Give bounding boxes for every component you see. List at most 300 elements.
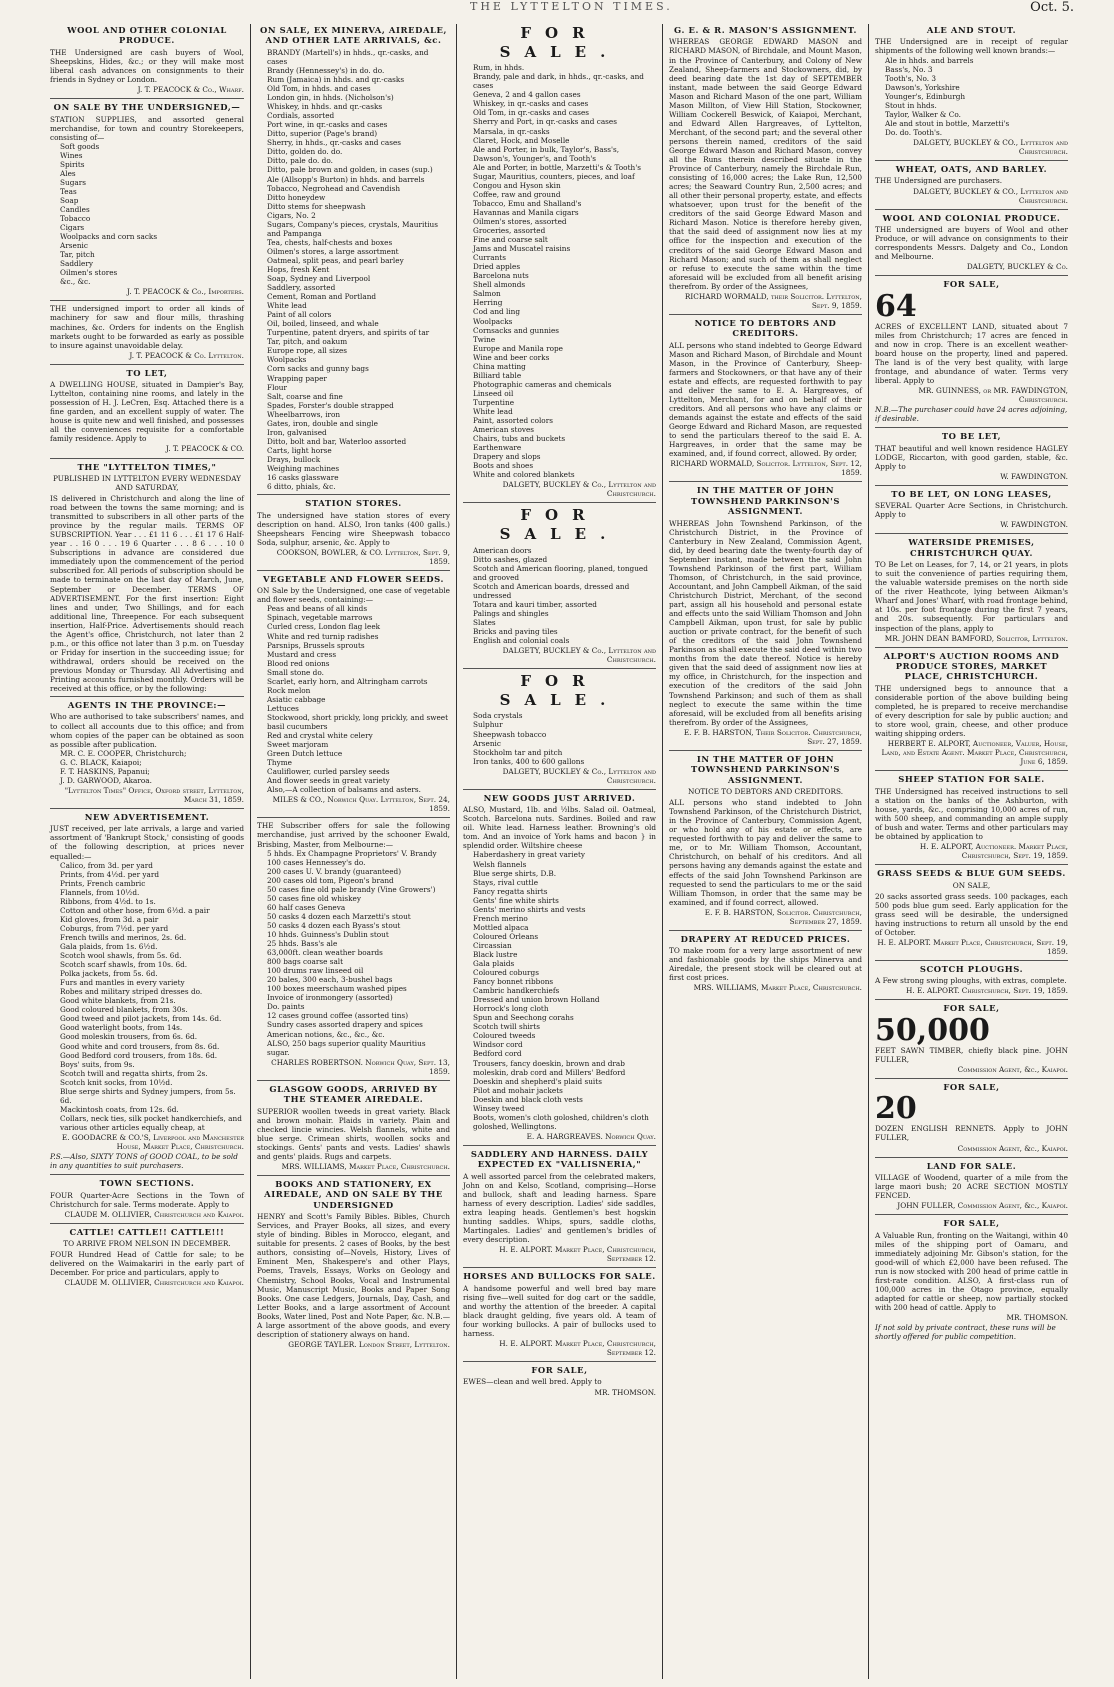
- ad-body: ALL persons who stand indebted to John Townshend Parkinson, of the Christchurch District, in the Province of Canterbury, Commission Agent, or who hold any of his estate or effects, are requested forthwith to pay and deliver the same to me, or to Mr. William Thomson, Accountant, Christchurch, on behalf of his creditors. And all persons having any demands against the estate and effects of the said John Townshend Parkinson are requested to send the particulars to me or the said William Thomson, in order that the same may be examined, and if found correct, allowed.: [669, 798, 862, 907]
- ad-signature: E. F. B. HARSTON, Solicitor. Christchurch, September 27, 1859.: [704, 907, 862, 926]
- ad-list-item: Dressed and union brown Holland: [473, 995, 600, 1005]
- ad-list-item: Scarlet, early horn, and Altringham carrots: [267, 676, 428, 686]
- ad-list-item: French merino: [473, 913, 528, 923]
- ad-signature: H. E. ALPORT, Auctioneer. Market Place, Christchurch, Sept. 19, 1859.: [919, 842, 1068, 861]
- ad-list-item: Cotton and other hose, from 6½d. a pair: [60, 905, 210, 915]
- ad-list-item: Europe rope, all sizes: [267, 346, 348, 356]
- ad-list-item: Ditto stems for sheepwash: [267, 201, 366, 211]
- ad-title: FOR SALE,: [943, 279, 1000, 290]
- advertisement: [875, 25, 1068, 161]
- ad-signature: RICHARD WORMALD, Solicitor. Lyttelton, Sept. 12, 1859.: [670, 459, 862, 478]
- ad-list-item: Woolpacks: [473, 316, 513, 326]
- ad-signature: H. E. ALPORT. Market Place, Christchurch, September 12.: [499, 1338, 656, 1358]
- ad-list-item: Havannas and Manila cigars: [473, 207, 579, 217]
- column-1: [44, 24, 250, 1679]
- ad-title: SHEEP STATION FOR SALE.: [898, 774, 1045, 785]
- ad-list-item: Fancy regatta shirts: [473, 886, 548, 896]
- ad-list-item: Scotch and American boards, dressed and undressed: [473, 581, 630, 600]
- advertisement: [669, 754, 862, 931]
- ad-list-item: Ribbons, from 4½d. to 1s.: [60, 896, 156, 906]
- ad-body: Who are authorised to take subscribers' names, and to collect all accounts due to this office; and from whom copies of the paper can be obtained as soon as possible after publication.: [50, 712, 244, 749]
- ad-list-item: Doeskin and shepherd's plaid suits: [473, 1076, 602, 1086]
- ad-subtitle: TO ARRIVE FROM NELSON IN DECEMBER.: [63, 1239, 231, 1249]
- ad-list-item: Salt, coarse and fine: [267, 391, 343, 401]
- ad-list-item: 16 casks glassware: [267, 473, 339, 483]
- ad-list-item: Soft goods: [60, 141, 100, 151]
- ad-list-item: Arsenic: [473, 738, 501, 748]
- ad-list-item: Bricks and paving tiles: [473, 627, 558, 637]
- ad-body: FEET SAWN TIMBER, chiefly black pine. JOHN FULLER,: [875, 1045, 1068, 1064]
- ad-title: GRASS SEEDS & BLUE GUM SEEDS.: [877, 868, 1066, 879]
- ad-list-item: Mustard and cress: [267, 649, 337, 659]
- advertisement: [50, 1227, 244, 1292]
- advertisement: [875, 431, 1068, 486]
- ad-footnote: If not sold by private contract, these runs will be shortly offered for public competition.: [875, 1323, 1056, 1342]
- ad-list-item: Black lustre: [473, 949, 518, 959]
- ad-list-item: Flour: [267, 382, 287, 392]
- ad-list-item: 100 drums raw linseed oil: [267, 966, 364, 976]
- ad-list-item: Stays, rival cuttle: [473, 877, 539, 887]
- ad-title: NEW ADVERTISEMENT.: [84, 811, 210, 822]
- ad-list-item: Candles: [60, 204, 90, 214]
- ad-list-item: Oil, boiled, linseed, and whale: [267, 319, 379, 329]
- advertisement: [463, 672, 656, 790]
- ad-list-item: Windsor cord: [473, 1040, 523, 1050]
- ad-list-item: Saddlery: [60, 259, 93, 269]
- ad-list-item: Twine: [473, 334, 496, 344]
- ad-title: FOR SALE,: [531, 1365, 588, 1376]
- ad-list-item: &c., &c.: [60, 277, 91, 287]
- ad-subtitle: PUBLISHED IN LYTTELTON EVERY WEDNESDAY AND SATURDAY,: [52, 473, 242, 492]
- ad-list-item: Cambric handkerchiefs: [473, 986, 560, 996]
- ad-subtitle: NOTICE TO DEBTORS AND CREDITORS.: [687, 787, 844, 797]
- advertisement: [875, 774, 1068, 865]
- ad-list-item: Tar, pitch: [60, 250, 95, 260]
- ad-list-item: Rum (Jamaica) in hhds. and qr.-casks: [267, 74, 405, 84]
- ad-title: VEGETABLE AND FLOWER SEEDS.: [262, 573, 445, 584]
- ad-list-item: Iron tanks, 400 to 600 gallons: [473, 756, 585, 766]
- ad-title: WATERSIDE PREMISES, CHRISTCHURCH QUAY.: [908, 537, 1035, 558]
- ad-list-item: Dried apples: [473, 262, 521, 272]
- ad-list-item: 10 hhds. Guinness's Dublin stout: [267, 930, 389, 939]
- ad-list-item: 200 cases U. V. brandy (guaranteed): [267, 866, 402, 876]
- ad-signature: "Lyttelton Times" Office, Oxford street, Lyttelton, March 31, 1859.: [64, 785, 244, 804]
- ad-signature: MR. THOMSON.: [594, 1387, 656, 1397]
- ad-list-item: Blood red onions: [267, 658, 330, 668]
- advertisement: [875, 279, 1068, 428]
- ad-list-item: Sherry, in hhds., qr.-casks and cases: [267, 138, 402, 148]
- ad-list-item: Polka jackets, from 5s. 6d.: [60, 969, 158, 979]
- ad-list-item: Good white and cord trousers, from 8s. 6d.: [60, 1041, 220, 1051]
- ad-title: FOR SALE,: [943, 1218, 1000, 1229]
- ad-list-item: Pilot and mohair jackets: [473, 1085, 563, 1095]
- ad-list-item: Collars, neck ties, silk pocket handkerchiefs, and various other articles equally cheap, at: [60, 1113, 242, 1132]
- advertisement: [669, 25, 862, 315]
- ad-body: ACRES of EXCELLENT LAND, situated about 7 miles from Christchurch; 17 acres are fenced in and now in crop. There is an excellent weather-board house on the property, lined and papered. The land is of the very best quality, with large frontage, and abundance of water. Terms very liberal. Apply to: [875, 321, 1068, 385]
- ad-signature: GEORGE TAYLER. London Street, Lyttelton.: [288, 1339, 450, 1349]
- ad-body: A Valuable Run, fronting on the Waitangi, within 40 miles of the shipping port of Oamaru, and immediately adjoining Mr. Gibson's station, for the good-will of which £2,000 have been refused. The run is now stocked with 200 head of prime cattle in first-rate condition. ALSO, A first-class run of 100,000 acres in the Otago province, equally adapted for cattle or sheep, now partially stocked with 200 head of cattle. Apply to: [875, 1230, 1068, 1312]
- ad-list-item: Ditto honeydew: [267, 192, 326, 202]
- ad-list-item: Port wine, in qr.-casks and cases: [267, 120, 388, 130]
- ad-signature: MRS. WILLIAMS, Market Place, Christchurch.: [693, 983, 862, 993]
- ad-list-item: Welsh flannels: [473, 859, 527, 869]
- ad-list-item: Wine and beer corks: [473, 352, 550, 362]
- ad-title: ALPORT'S AUCTION ROOMS AND PRODUCE STORES, MARKET PLACE, CHRISTCHURCH.: [883, 650, 1060, 682]
- ad-list-item: Stockwood, short prickly, long prickly, and sweet basil cucumbers: [267, 712, 449, 731]
- ad-list-item: Tobacco: [60, 214, 91, 224]
- ad-body: ALSO, Mustard, 1lb. and ½lbs. Salad oil. Oatmeal, Scotch. Barcelona nuts. Sardines. Boiled and raw oil. White lead. Harness leather. Browning's old tom. And an invoice of York hams and bacon } in splendid order. Wiltshire cheese: [463, 805, 656, 851]
- column-3: [456, 24, 662, 1679]
- ad-list-item: Tobacco, Emu and Shalland's: [473, 198, 582, 208]
- ad-list-item: Paint, assorted colors: [473, 416, 553, 426]
- ad-list-item: 5 hhds. Ex Champagne Proprietors' V. Brandy: [267, 848, 437, 858]
- ad-list-item: Rock melon: [267, 685, 311, 695]
- advertisement: [463, 24, 656, 503]
- ad-list-item: Taylor, Walker & Co.: [885, 109, 961, 119]
- ad-body: THE Undersigned are in receipt of regular shipments of the following well known brands:—: [875, 37, 1068, 56]
- ad-list-item: Cod and ling: [473, 307, 521, 317]
- ad-list-item: MR. C. E. COOPER, Christchurch;: [60, 748, 187, 758]
- ad-signature: DALGETY, BUCKLEY & Co., Lyttelton and Christchurch.: [502, 766, 656, 785]
- ad-large-number: 50,000: [875, 1012, 990, 1048]
- advertisement: [257, 498, 450, 571]
- ad-list-item: Cordials, assorted: [267, 111, 335, 121]
- ad-list-item: Ditto, pale do. do.: [267, 156, 333, 166]
- ad-signature: MR. GUINNESS, or MR. FAWDINGTON, Christchurch.: [918, 386, 1068, 405]
- ad-list-item: Cauliflower, curled parsley seeds: [267, 767, 390, 777]
- ad-body: A handsome powerful and well bred bay mare rising five—well suited for dog cart or the saddle, and worthy the attention of the breeder. A capital black draught gelding, five years old. A team of four working bullocks. A pair of bullocks used to harness.: [463, 1283, 656, 1338]
- ad-list-item: Blue serge shirts and Sydney jumpers, from 5s. 6d.: [60, 1086, 236, 1105]
- ad-list-item: 50 casks 4 dozen each Byass's stout: [267, 920, 401, 930]
- ad-headline: FOR SALE.: [499, 24, 620, 61]
- ad-list-item: Curled cress, London flag leek: [267, 622, 381, 632]
- ad-list-item: Oilmen's stores: [60, 268, 118, 278]
- ad-list-item: 50 casks 4 dozen each Marzetti's stout: [267, 911, 411, 921]
- advertisement: [50, 102, 244, 301]
- ad-list-item: Cigars: [60, 223, 85, 233]
- ad-list-item: Scotch twill and regatta shirts, from 2s.: [60, 1068, 208, 1078]
- ad-list-item: Mackintosh coats, from 12s. 6d.: [60, 1104, 179, 1114]
- ad-list-item: Europe and Manila rope: [473, 343, 563, 353]
- ad-title: NEW GOODS JUST ARRIVED.: [483, 792, 636, 803]
- ad-list-item: London gin, in hhds. (Nicholson's): [267, 93, 394, 103]
- ad-body: A well assorted parcel from the celebrated makers, John on and Kelso, Scotland, comprising—Horse and bullock, shaft and leading harness. Spare harness of every description. Ladies' side saddles, extra leaping heads. Gentlemen's best hogskin hunting saddles. Whips, spurs, saddle cloths, Martingales. Ladies' and gentlemen's bridles of every description.: [463, 1171, 656, 1245]
- advertisement: [50, 700, 244, 809]
- ad-list-item: Barcelona nuts: [473, 271, 529, 281]
- ad-list-item: Peas and beans of all kinds: [267, 604, 368, 614]
- ad-title: FOR SALE,: [943, 1081, 1000, 1092]
- ad-list-item: Corn sacks and gunny bags: [267, 364, 369, 374]
- ad-list-item: J. D. GARWOOD, Akaroa.: [60, 775, 152, 785]
- ad-signature: J. T. PEACOCK & CO.: [165, 444, 244, 454]
- ad-list-item: Spirits: [60, 159, 85, 169]
- ad-list-item: Totara and kauri timber, assorted: [473, 599, 597, 609]
- ad-item-list: [463, 63, 656, 479]
- ad-list-item: Stout in hhds.: [885, 100, 937, 110]
- ad-signature: Commission Agent, &c., Kaiapoi.: [957, 1143, 1068, 1153]
- ad-list-item: Ditto, pale brown and golden, in cases (sup.): [267, 165, 433, 175]
- ad-list-item: Gates, iron, double and single: [267, 418, 378, 428]
- ad-body: THE Undersigned are purchasers.: [875, 176, 1003, 186]
- ad-list-item: Gents' fine white shirts: [473, 895, 559, 905]
- ad-title: BOOKS AND STATIONERY, EX AIREDALE, AND ON SALE BY THE UNDERSIGNED: [264, 1178, 443, 1210]
- advertisement: [50, 462, 244, 698]
- ad-list-item: Soap: [60, 195, 79, 205]
- ad-body: TO Be Let on Leases, for 7, 14, or 21 years, in plots to suit the convenience of parties requiring them, the valuable waterside premises on the north side of the river Heathcote, lying between Aikman's Wharf and Jones' Wharf, with road frontage behind, at 10s. per foot frontage during the first 7 years, and 20s. subsequently. For particulars and inspection of the plans, apply to: [875, 560, 1068, 633]
- ad-list-item: Carts, light horse: [267, 445, 332, 455]
- ad-signature: J. T. PEACOCK & Co. Lyttelton.: [129, 350, 244, 360]
- ad-list-item: Good coloured blankets, from 30s.: [60, 1005, 188, 1015]
- ad-list-item: Sugars: [60, 177, 86, 187]
- advertisement: [875, 1218, 1068, 1345]
- ad-title: WHEAT, OATS, AND BARLEY.: [895, 164, 1048, 175]
- ad-list-item: Arsenic: [60, 241, 88, 251]
- ad-list-item: Scotch scarf shawls, from 10s. 6d.: [60, 960, 188, 970]
- ad-list-item: English and colonial coals: [473, 636, 570, 646]
- ad-signature: HERBERT E. ALPORT, Auctioneer, Valuer, House, Land, and Estate Agent. Market Place, Christchurch, June 6, 1859.: [881, 739, 1068, 767]
- advertisement: [257, 821, 450, 1080]
- advertisement: [257, 25, 450, 495]
- ad-list-item: Tobacco, Negrohead and Cavendish: [267, 183, 401, 193]
- ad-signature: E. A. HARGREAVES. Norwich Quay.: [526, 1131, 656, 1141]
- ad-list-item: Soap, Sydney and Liverpool: [267, 274, 371, 284]
- ad-list-item: Sugars, Company's pieces, crystals, Mauritius and Pampanga: [267, 219, 439, 238]
- ad-list-item: Brandy (Hennessey's) in do. do.: [267, 65, 385, 75]
- ad-body: A Few strong swing ploughs, with extras, complete.: [875, 976, 1067, 986]
- advertisement: [875, 1082, 1068, 1158]
- ad-signature: Commission Agent, &c., Kaiapoi.: [957, 1064, 1068, 1074]
- advertisement: [875, 164, 1068, 210]
- ad-title: NOTICE TO DEBTORS AND CREDITORS.: [694, 317, 837, 339]
- ad-body: THE Subscriber offers for sale the following merchandise, just arrived by the schooner Ewald, Brisbing, Master, from Melbourne:—: [257, 821, 450, 849]
- ad-list-item: Cement, Roman and Portland: [267, 292, 377, 302]
- ad-title: ON SALE BY THE UNDERSIGNED,—: [53, 102, 241, 113]
- ad-list-item: 25 hhds. Bass's ale: [267, 939, 338, 949]
- advertisement: [669, 934, 862, 997]
- ad-signature: JOHN FULLER, Commission Agent, &c., Kaiapoi.: [897, 1201, 1068, 1211]
- ad-list-item: Good waterlight boots, from 14s.: [60, 1023, 183, 1033]
- ad-list-item: Slates: [473, 618, 496, 627]
- ad-signature: RICHARD WORMALD, their Solicitor. Lyttelton, Sept. 9, 1859.: [684, 291, 862, 310]
- ad-title: STATION STORES.: [305, 498, 402, 509]
- ad-list-item: Small stone do.: [267, 667, 324, 677]
- ad-list-item: Cornsacks and gunnies: [473, 325, 560, 335]
- ad-list-item: White lead: [267, 301, 307, 311]
- ad-signature: CLAUDE M. OLLIVIER, Christchurch and Kaiapoi.: [64, 1278, 244, 1288]
- ad-list-item: Lettuces: [267, 703, 299, 713]
- ad-list-item: American doors: [473, 545, 532, 555]
- ad-item-list: [50, 142, 244, 287]
- ad-list-item: Coloured coburgs: [473, 968, 539, 978]
- advertisement: [669, 485, 862, 750]
- ad-list-item: Turpentine: [473, 397, 515, 407]
- ad-list-item: Old Tom, in qr.-casks and cases: [473, 108, 590, 118]
- ad-list-item: American notions, &c., &c., &c.: [267, 1029, 385, 1039]
- ad-signature: DALGETY, BUCKLEY & Co., Lyttelton and Christchurch.: [502, 480, 656, 499]
- ad-list-item: Oilmen's stores, a large assortment: [267, 246, 399, 256]
- ad-list-item: Soda crystals: [473, 711, 523, 721]
- advertisement: [257, 1084, 450, 1176]
- ad-item-list: [257, 849, 450, 1057]
- ad-list-item: Bass's, No. 3: [885, 64, 933, 74]
- ad-list-item: White and red turnip radishes: [267, 631, 379, 641]
- ad-list-item: Saddlery, assorted: [267, 283, 336, 293]
- ad-list-item: Winsey tweed: [473, 1103, 525, 1113]
- ad-list-item: Fine and coarse salt: [473, 235, 548, 245]
- ad-list-item: Good tweed and pilot jackets, from 14s. 6d.: [60, 1014, 222, 1024]
- advertisement: [875, 651, 1068, 772]
- ad-body: THE undersigned begs to announce that a considerable portion of the above building being completed, he is prepared to receive merchandise of every description for sale by public auction; and to store wool, grain, cheese, and other produce waiting shipping orders.: [875, 683, 1068, 739]
- ad-list-item: Spades, Forster's double strapped: [267, 400, 394, 410]
- newspaper-title: THE LYTTELTON TIMES.: [470, 0, 673, 13]
- ad-list-item: Sundry cases assorted drapery and spices: [267, 1020, 423, 1030]
- ad-footnote: N.B.—The purchaser could have 24 acres adjoining, if desirable.: [875, 405, 1068, 424]
- ad-title: IN THE MATTER OF JOHN TOWNSHEND PARKINSON'S ASSIGNMENT.: [691, 485, 840, 517]
- ad-list-item: Old Tom, in hhds. and cases: [267, 84, 371, 94]
- advertisement: [463, 1149, 656, 1268]
- ad-list-item: Sulphur: [473, 720, 503, 730]
- ad-subtitle: ON SALE,: [952, 880, 991, 890]
- ad-body: FOUR Quarter-Acre Sections in the Town of Christchurch for sale. Terms moderate. Apply to: [50, 1190, 244, 1209]
- ad-signature: DALGETY, BUCKLEY & Co., Lyttelton and Christchurch.: [502, 646, 656, 665]
- ad-title: TO BE LET,: [941, 431, 1002, 442]
- ad-signature: H. E. ALPORT. Christchurch, Sept. 19, 1859.: [905, 986, 1068, 996]
- ad-body: THAT beautiful and well known residence HAGLEY LODGE, Riccarton, with good garden, stable, &c. Apply to: [875, 443, 1068, 471]
- ad-list-item: Paint of all colors: [267, 310, 332, 320]
- ad-list-item: Green Dutch lettuce: [267, 749, 343, 759]
- ad-list-item: Geneva, 2 and 4 gallon cases: [473, 90, 581, 100]
- ad-signature: MR. THOMSON.: [1006, 1313, 1068, 1322]
- ad-list-item: Furs and mantles in every variety: [60, 978, 185, 988]
- ad-list-item: Wrapping paper: [267, 373, 327, 383]
- ad-signature: MILES & CO., Norwich Quay. Lyttelton, Sept. 24, 1859.: [272, 795, 450, 814]
- ad-list-item: Kid gloves, from 3d. a pair: [60, 914, 159, 924]
- ad-signature: W. FAWDINGTON.: [1000, 471, 1068, 481]
- ad-list-item: F. T. HASKINS, Papanui;: [60, 766, 150, 776]
- ad-list-item: Doeskin and black cloth vests: [473, 1094, 583, 1104]
- ad-title: HORSES AND BULLOCKS FOR SALE.: [463, 1271, 656, 1282]
- column-5: [868, 24, 1074, 1679]
- ad-list-item: Flannels, from 10½d.: [60, 887, 140, 897]
- ad-list-item: Weighing machines: [267, 464, 340, 473]
- ad-body: EWES—clean and well bred. Apply to: [463, 1377, 602, 1387]
- ad-list-item: Robes and military striped dresses do.: [60, 987, 203, 997]
- ad-list-item: Jams and Muscatel raisins: [473, 244, 571, 254]
- ad-signature: MRS. WILLIAMS, Market Place, Christchurch.: [281, 1161, 450, 1171]
- ad-list-item: American stoves: [473, 425, 535, 435]
- ad-list-item: Parsnips, Brussels sprouts: [267, 640, 365, 650]
- ad-item-list: [50, 749, 244, 785]
- ad-body: VILLAGE of Woodend, quarter of a mile from the large maori bush; 20 ACRE SECTION MOSTLY FENCED.: [875, 1172, 1068, 1201]
- ad-list-item: Scotch wool shawls, from 5s. 6d.: [60, 951, 182, 961]
- ad-signature: DALGETY, BUCKLEY & CO., Lyttelton and Christchurch.: [913, 137, 1068, 156]
- ad-list-item: Chairs, tubs and buckets: [473, 434, 566, 444]
- ad-list-item: Ditto, superior (Page's brand): [267, 129, 378, 139]
- ad-body: WHEREAS John Townshend Parkinson, of the Christchurch District, in the Province of Canterbury in New Zealand, Commission Agent, did, by deed bearing date the twenty-fourth day of September instant, made between the said John Townshend Parkinson of the first part, William Thomson, of Christchurch, in the said province, Accountant, and John Campbell Aikman, of the said Christchurch District, Merchant, of the second part, assign all his household and personal estate and effects unto the said William Thomson and John Campbell Aikman, upon trust, for sale by public auction or private contract, for the benefit of such of the creditors of the said John Townshend Parkinson as shall execute the said deed within two months from the date thereof. Notice is hereby given that the said deed of assignment now lies at my office, in Christchurch, for the inspection and execution of the creditors of the said John Townshend Parkinson; and such of them as shall neglect to execute the same within the time aforesaid, will be excluded from all benefits arising therefrom. By order of the Assignees,: [669, 518, 862, 727]
- ad-list-item: Photographic cameras and chemicals: [473, 379, 612, 389]
- ad-body: JUST received, per late arrivals, a large and varied assortment of 'Bankrupt Stock,' consisting of goods of the following description, at prices never equalled:—: [50, 824, 244, 861]
- ad-signature: W. FAWDINGTON.: [1000, 520, 1068, 530]
- ad-body: SUPERIOR woollen tweeds in great variety. Black and brown mohair. Plaids in variety. Plain and checked lincie wincies. Welsh flannels, white and blue serge. Crimean shirts, woollen socks and stockings. Gents' pants and vests. Ladies' shawls and gents' plaids. Rugs and carpets.: [257, 1106, 450, 1161]
- ad-body: 20 sacks assorted grass seeds. 100 packages, each 500 pods blue gum seed. Early application for the grass seed will be desirable, the undersigned having instructions to return all unsold by the end of October.: [875, 891, 1068, 937]
- ad-list-item: Turpentine, patent dryers, and spirits of tar: [267, 328, 430, 338]
- advertisement: [257, 1179, 450, 1353]
- ad-list-item: 50 cases fine old pale brandy (Vine Growers'): [267, 884, 436, 894]
- ad-signature: H. E. ALPORT. Market Place, Christchurch, Sept. 19, 1859.: [877, 937, 1068, 956]
- advertisement: [50, 304, 244, 364]
- ad-list-item: 20 bales, 300 each, 3-bushel bags: [267, 975, 393, 985]
- ad-item-list: [257, 604, 450, 794]
- ad-signature: J. T. PEACOCK & Co., Importers.: [127, 287, 244, 297]
- ad-title: SCOTCH PLOUGHS.: [919, 963, 1024, 974]
- ad-body: THE Undersigned are cash buyers of Wool, Sheepskins, Hides, &c.; or they will make most liberal cash advances on consignments to their friends in Sydney or London.: [50, 47, 244, 84]
- advertisement: [875, 489, 1068, 535]
- ad-title: WOOL AND COLONIAL PRODUCE.: [882, 212, 1061, 223]
- ad-list-item: Tooth's, No. 3: [885, 73, 937, 83]
- ad-list-item: Ditto sashes, glazed: [473, 554, 548, 564]
- ad-list-item: Fancy bonnet ribbons: [473, 977, 554, 987]
- ad-list-item: Ale and Porter, in bottle, Marzetti's & Tooth's: [473, 162, 641, 172]
- ad-list-item: 60 half cases Geneva: [267, 902, 346, 912]
- ad-list-item: Scotch and American flooring, planed, tongued and grooved: [473, 563, 648, 582]
- ad-list-item: Good Bedford cord trousers, from 18s. 6d.: [60, 1050, 218, 1060]
- advertisement: [875, 964, 1068, 1001]
- ad-list-item: Drays, bullock: [267, 454, 321, 464]
- ad-item-list: [875, 56, 1068, 137]
- ad-list-item: Groceries, assorted: [473, 226, 546, 236]
- advertisement: [257, 574, 450, 819]
- ad-list-item: Mottled alpaca: [473, 922, 529, 932]
- ad-list-item: Stockholm tar and pitch: [473, 747, 563, 757]
- ad-list-item: Oilmen's stores, assorted: [473, 216, 567, 226]
- ad-list-item: Coburgs, from 7½d. per yard: [60, 923, 169, 933]
- running-head: [0, 0, 1114, 20]
- ad-list-item: Rum, in hhds.: [473, 63, 525, 73]
- ad-signature: DALGETY, BUCKLEY & Co.: [966, 262, 1068, 272]
- ad-body: THE Undersigned has received instructions to sell a station on the banks of the Ashburton, with house, yards, &c., comprising 10,000 acres of run, with 500 sheep, and commanding an ample supply of bush and water. Terms and other particulars may be obtained by application to: [875, 786, 1068, 841]
- ad-list-item: Ale and Porter, in bulk, Taylor's, Bass's, Dawson's, Younger's, and Tooth's: [473, 144, 620, 163]
- ad-body: The undersigned have station stores of every description on hand. ALSO, Iron tanks (400 galls.) Sheepshears Fencing wire Sheepwash tobacco Soda, sulphur, arsenic, &c. Apply to: [257, 510, 450, 547]
- ad-title: DRAPERY AT REDUCED PRICES.: [680, 933, 851, 944]
- ad-body: IS delivered in Christchurch and along the line of road between the towns the same morning; and is transmitted to subscribers in all other parts of the province by the regular mails. TERMS OF SUBSCRIPTION. Year . . . £1 11 6 . . . £1 17 6 Half-year . . 16 0 . . . 19 6 Quarter . . . 8 6 . . . 10 0 Subscriptions in advance are considered due immediately upon the commencement of the period subscribed for. All periods of subscription should be made to terminate on the last day of March, June, September or December. TERMS OF ADVERTISEMENT. For the first insertion: Eight lines and under, Two Shillings, and for each additional line, Threepence. For each subsequent insertion, Half-Price. Advertisements should reach the Agent's office, Christchurch, not later than 2 p.m., or this office not later than 3 p.m. on Tuesday or Friday for insertion in the succeeding issue; for withdrawal, orders should be received on the previous Monday or Thursday. All Advertising and Printing accounts furnished monthly. Orders will be received at this office, or by the following:: [50, 494, 244, 694]
- ad-title: GLASGOW GOODS, ARRIVED BY THE STEAMER AIREDALE.: [269, 1083, 438, 1105]
- ad-list-item: Asiatic cabbage: [267, 694, 326, 704]
- ad-list-item: Billiard table: [473, 370, 522, 380]
- ad-list-item: Gala plaids: [473, 959, 515, 969]
- ad-list-item: Boots, women's cloth goloshed, children's cloth goloshed, Wellingtons.: [473, 1112, 649, 1131]
- ad-list-item: China matting: [473, 361, 526, 371]
- ad-list-item: Red and crystal white celery: [267, 731, 373, 741]
- ad-body: TO make room for a very large assortment of new and fashionable goods by the ships Minerva and Airedale, the present stock will be cleared out at first cost prices.: [669, 946, 862, 983]
- ad-signature: E. GOODACRE & CO.'S, Liverpool and Manchester House, Market Place, Christchurch.: [61, 1132, 244, 1152]
- ad-list-item: White and colored blankets: [473, 470, 575, 480]
- ad-list-item: Scotch twill shirts: [473, 1022, 540, 1032]
- ad-list-item: Ale (Allsopp's Burton) in hhds. and barrels: [267, 174, 425, 184]
- ad-item-list: [463, 711, 656, 765]
- ad-list-item: Do. do. Tooth's.: [885, 127, 943, 137]
- ad-title: TO LET,: [126, 367, 168, 378]
- ad-title: CATTLE! CATTLE!! CATTLE!!!: [69, 1226, 225, 1237]
- advertisement: [50, 368, 244, 459]
- advertisement: [875, 213, 1068, 277]
- ad-title: WOOL AND OTHER COLONIAL PRODUCE.: [67, 25, 227, 46]
- ad-list-item: Ale in hhds. and barrels: [885, 55, 974, 65]
- advertisement: [875, 1161, 1068, 1216]
- ad-signature: COOKSON, BOWLER, & CO. Lyttelton, Sept. 9, 1859.: [276, 547, 450, 566]
- ad-body: FOUR Hundred Head of Cattle for sale; to be delivered on the Waimakariri in the early part of December. For price and particulars, apply to: [50, 1250, 244, 1278]
- ad-list-item: Prints, from 4½d. per yard: [60, 869, 160, 879]
- ad-list-item: 63,000ft. clean weather boards: [267, 948, 383, 958]
